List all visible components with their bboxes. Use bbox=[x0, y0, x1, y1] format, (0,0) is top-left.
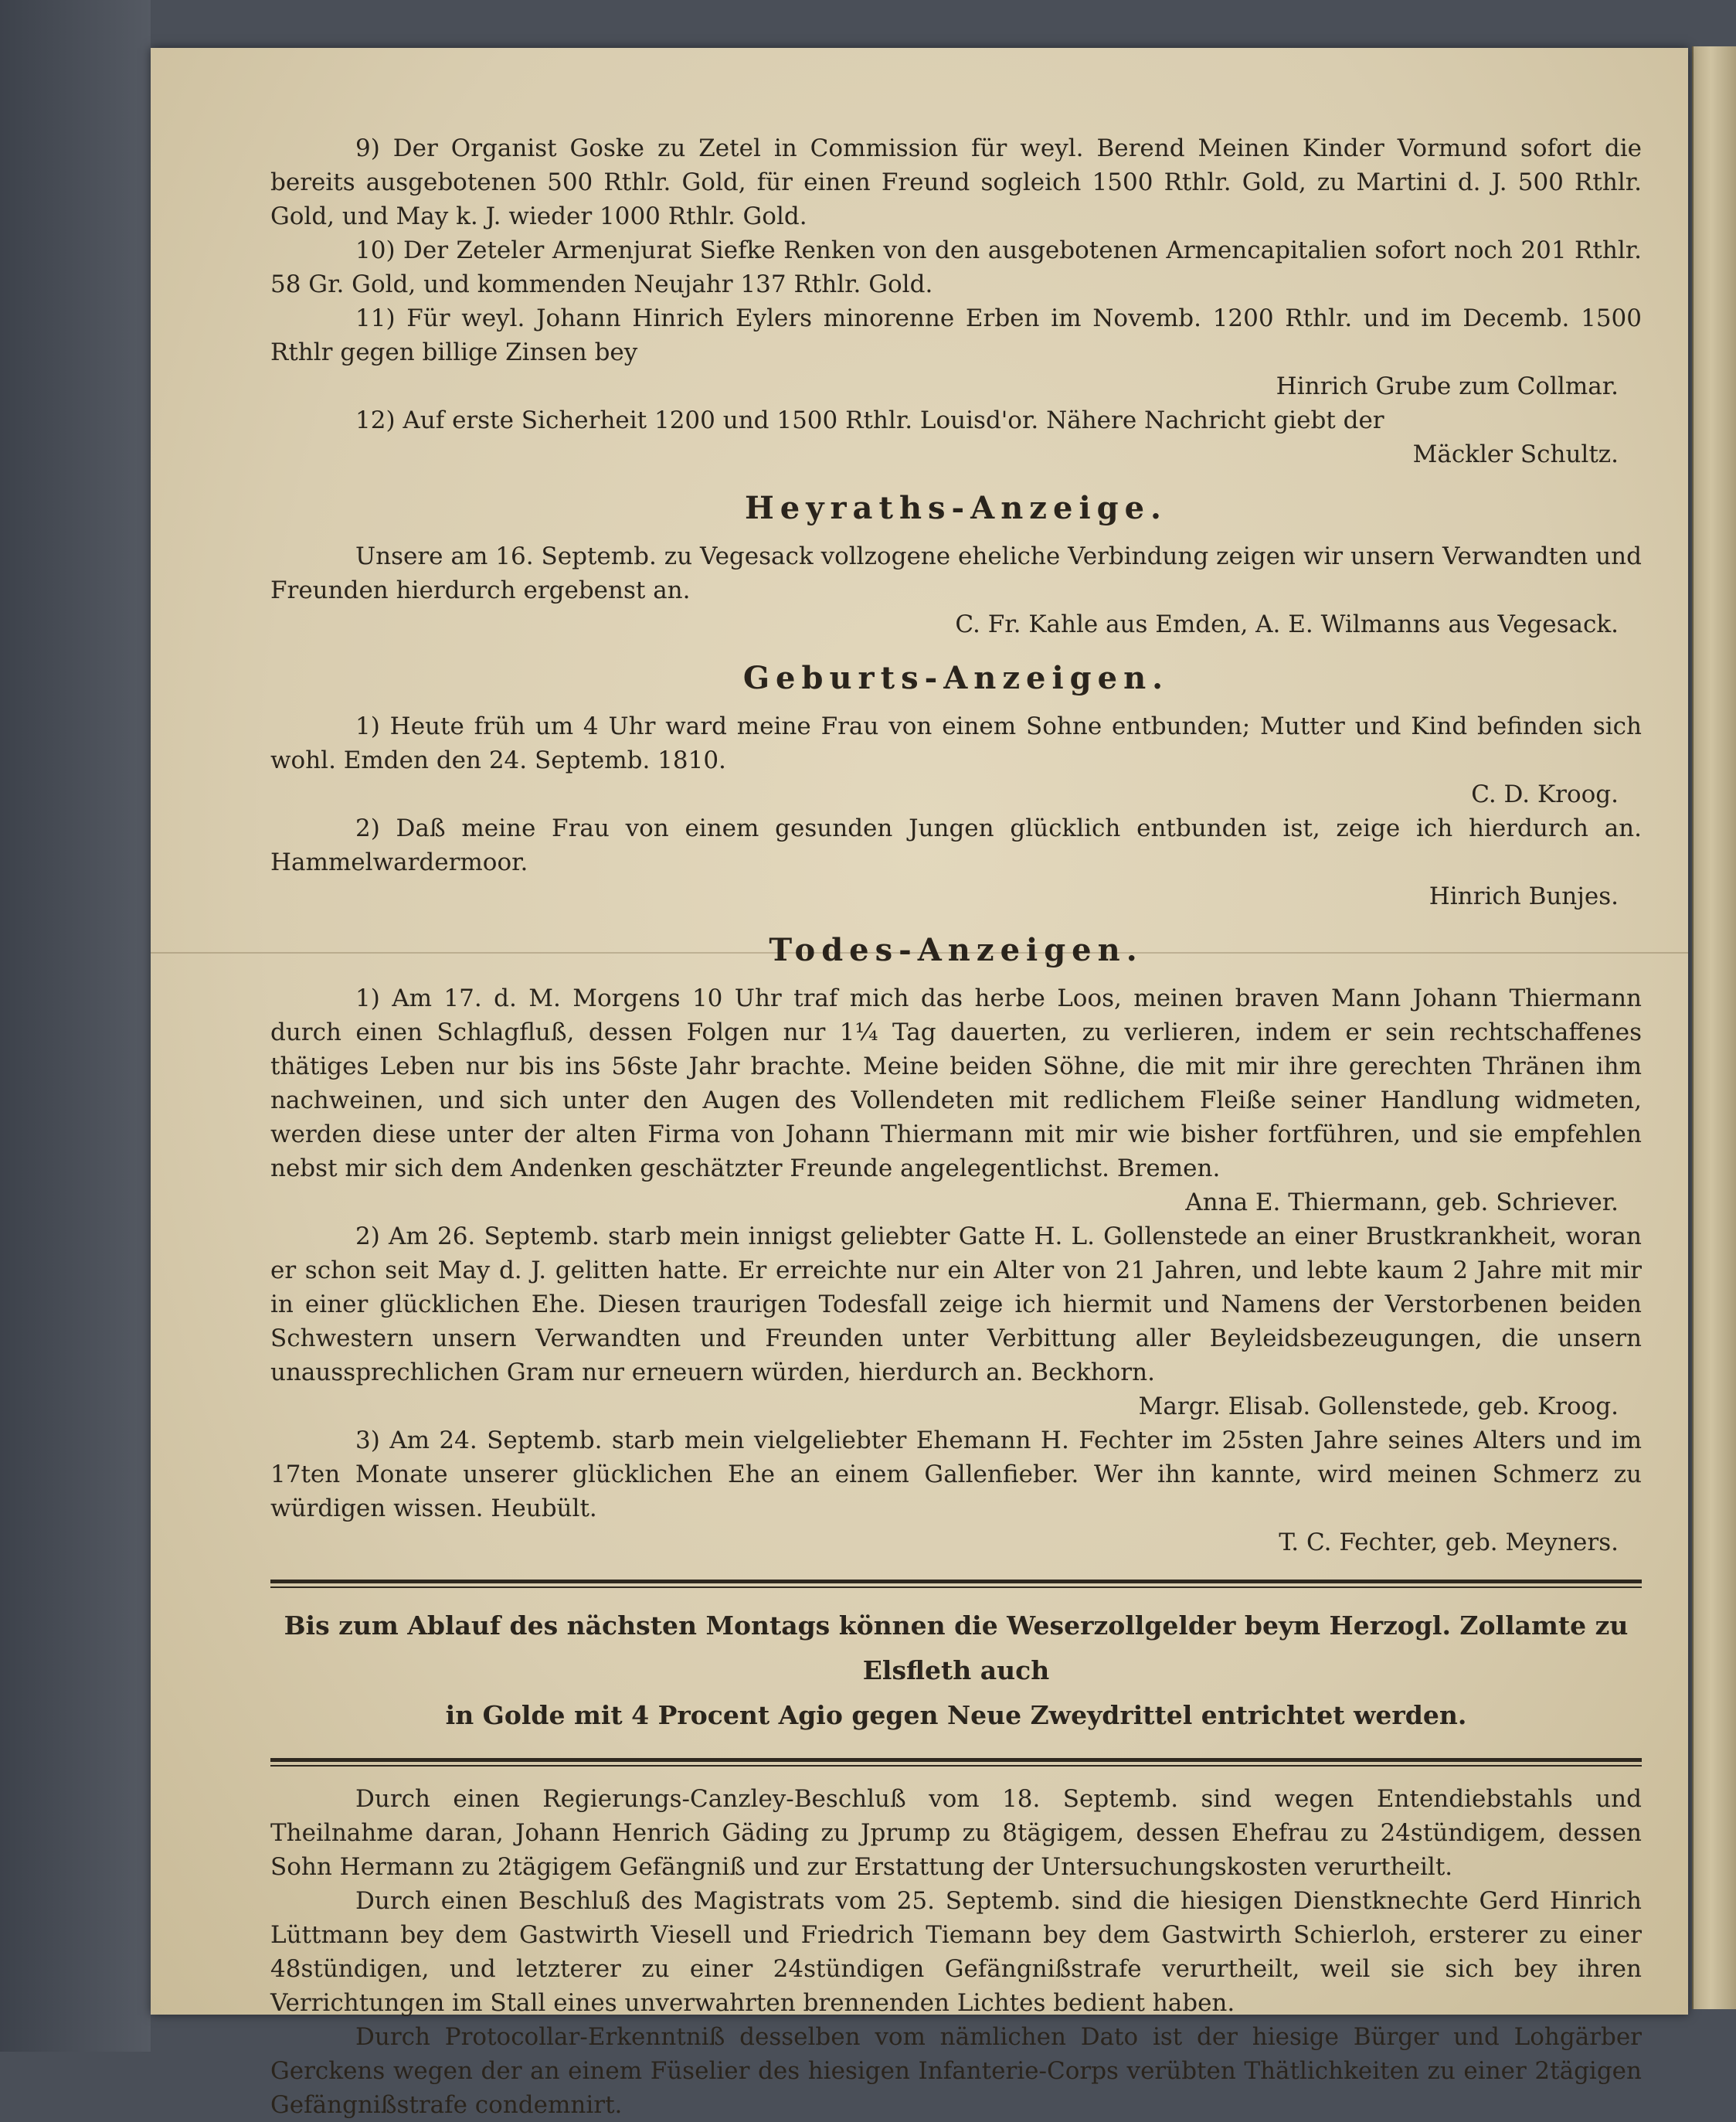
ad-item-11-signature: Hinrich Grube zum Collmar. bbox=[1276, 372, 1619, 400]
court-item-3: Durch Protocollar-Erkenntniß desselben vom nämlichen Dato ist der hiesige Bürger und Lohgärber Gerckens wegen der an einem Füselier des hiesigen Infanterie-Corps verübten Thätlichkeiten zu einer 2tägigen Gefängnißstrafe condemnirt. bbox=[270, 2023, 1642, 2119]
death-item-3-signature: T. C. Fechter, geb. Meyners. bbox=[1279, 1529, 1619, 1556]
ad-item-11: 11) Für weyl. Johann Hinrich Eylers minorenne Erben im Novemb. 1200 Rthlr. und im Decemb. 1500 Rthlr gegen billige Zinsen bey bbox=[270, 304, 1642, 366]
ad-item-12-signature: Mäckler Schultz. bbox=[1412, 440, 1619, 468]
customs-notice-line-1: Bis zum Ablauf des nächsten Montags können die Weserzollgelder beym Herzogl. Zollamte zu Elsfleth auch bbox=[284, 1610, 1629, 1685]
ad-item-12: 12) Auf erste Sicherheit 1200 und 1500 Rthlr. Louisd'or. Nähere Nachricht giebt der bbox=[355, 406, 1384, 434]
marriage-text: Unsere am 16. Septemb. zu Vegesack vollzogene eheliche Verbindung zeigen wir unsern Verwandten und Freunden hierdurch ergebenst an. bbox=[270, 542, 1642, 604]
birth-item-2: 2) Daß meine Frau von einem gesunden Jungen glücklich entbunden ist, zeige ich hierdurch an. Hammelwardermoor. bbox=[270, 814, 1642, 876]
birth-item-1-signature: C. D. Kroog. bbox=[1471, 780, 1619, 808]
ad-item-9: 9) Der Organist Goske zu Zetel in Commission für weyl. Berend Meinen Kinder Vormund sofort die bereits ausgebotenen 500 Rthlr. Gold, für einen Freund sogleich 1500 Rthlr. Gold, zu Martini d. J. 500 Rthlr. Gold, und May k. J. wieder 1000 Rthlr. Gold. bbox=[270, 134, 1642, 230]
divider-thin-top bbox=[270, 1586, 1642, 1588]
divider-thick-top bbox=[270, 1580, 1642, 1583]
scan-backdrop bbox=[0, 0, 151, 2052]
death-item-2-signature: Margr. Elisab. Gollenstede, geb. Kroog. bbox=[1138, 1393, 1619, 1420]
page-content bbox=[270, 131, 1642, 2122]
court-item-2: Durch einen Beschluß des Magistrats vom 25. Septemb. sind die hiesigen Dienstknechte Gerd Hinrich Lüttmann bey dem Gastwirth Viesell und Friedrich Tiemann bey dem Gastwirth Schierloh, ersterer zu einer 48stündigen, und letzterer zu einer 24stündigen Gefängnißstrafe verurtheilt, weil sie sich bey ihren Verrichtungen im Stall eines unverwahrten brennenden Lichtes bedient haben. bbox=[270, 1887, 1642, 2017]
newspaper-page bbox=[151, 48, 1688, 2119]
deaths-heading: Todes-Anzeigen. bbox=[769, 932, 1143, 968]
divider-thin-bottom bbox=[270, 1765, 1642, 1767]
marriage-signature: C. Fr. Kahle aus Emden, A. E. Wilmanns aus Vegesack. bbox=[955, 610, 1619, 638]
next-page-edge bbox=[1692, 46, 1736, 2009]
birth-item-2-signature: Hinrich Bunjes. bbox=[1429, 882, 1619, 910]
death-item-3: 3) Am 24. Septemb. starb mein vielgeliebter Ehemann H. Fechter im 25sten Jahre seines Alters und im 17ten Monate unserer glücklichen Ehe an einem Gallenfieber. Wer ihn kannte, wird meinen Schmerz zu würdigen wissen. Heubült. bbox=[270, 1427, 1642, 1522]
court-item-1: Durch einen Regierungs-Canzley-Beschluß vom 18. Septemb. sind wegen Entendiebstahls und Theilnahme daran, Johann Henrich Gäding zu Jprump zu 8tägigem, dessen Ehefrau zu 24stündigem, dessen Sohn Hermann zu 2tägigem Gefängniß und zur Erstattung der Untersuchungskosten verurtheilt. bbox=[270, 1785, 1642, 1881]
death-item-1-signature: Anna E. Thiermann, geb. Schriever. bbox=[1185, 1189, 1619, 1216]
death-item-1: 1) Am 17. d. M. Morgens 10 Uhr traf mich das herbe Loos, meinen braven Mann Johann Thiermann durch einen Schlagfluß, dessen Folgen nur 1¼ Tag dauerten, zu verlieren, indem er sein rechtschaffenes thätiges Leben nur bis ins 56ste Jahr brachte. Meine beiden Söhne, die mit mir ihre gerechten Thränen ihm nachweinen, und sich unter den Augen des Vollendeten mit redlichem Fleiße seiner Handlung widmeten, werden diese unter der alten Firma von Johann Thiermann mit mir wie bisher fortführen, und sie empfehlen nebst mir sich dem Andenken geschätzter Freunde angelegentlichst. Bremen. bbox=[270, 984, 1642, 1182]
ad-item-10: 10) Der Zeteler Armenjurat Siefke Renken von den ausgebotenen Armencapitalien sofort noch 201 Rthlr. 58 Gr. Gold, und kommenden Neujahr 137 Rthlr. Gold. bbox=[270, 236, 1642, 298]
loan-ads-section bbox=[270, 131, 1642, 471]
death-item-2: 2) Am 26. Septemb. starb mein innigst geliebter Gatte H. L. Gollenstede an einer Brustkrankheit, woran er schon seit May d. J. gelitten hatte. Er erreichte nur ein Alter von 21 Jahren, und lebte kaum 2 Jahre mit mir in einer glücklichen Ehe. Diesen traurigen Todesfall zeige ich hiermit und Namens der Verstorbenen beiden Schwestern unsern Verwandten und Freunden unter Verbittung aller Beyleidsbezeugungen, die unsern unaussprechlichen Gram nur erneuern würden, hierdurch an. Beckhorn. bbox=[270, 1223, 1642, 1386]
birth-item-1: 1) Heute früh um 4 Uhr ward meine Frau von einem Sohne entbunden; Mutter und Kind befinden sich wohl. Emden den 24. Septemb. 1810. bbox=[270, 712, 1642, 774]
marriage-heading: Heyraths-Anzeige. bbox=[745, 490, 1167, 526]
divider-thick-bottom bbox=[270, 1758, 1642, 1762]
births-heading: Geburts-Anzeigen. bbox=[742, 660, 1170, 696]
customs-notice-line-2: in Golde mit 4 Procent Agio gegen Neue Zweydrittel entrichtet werden. bbox=[445, 1700, 1467, 1730]
